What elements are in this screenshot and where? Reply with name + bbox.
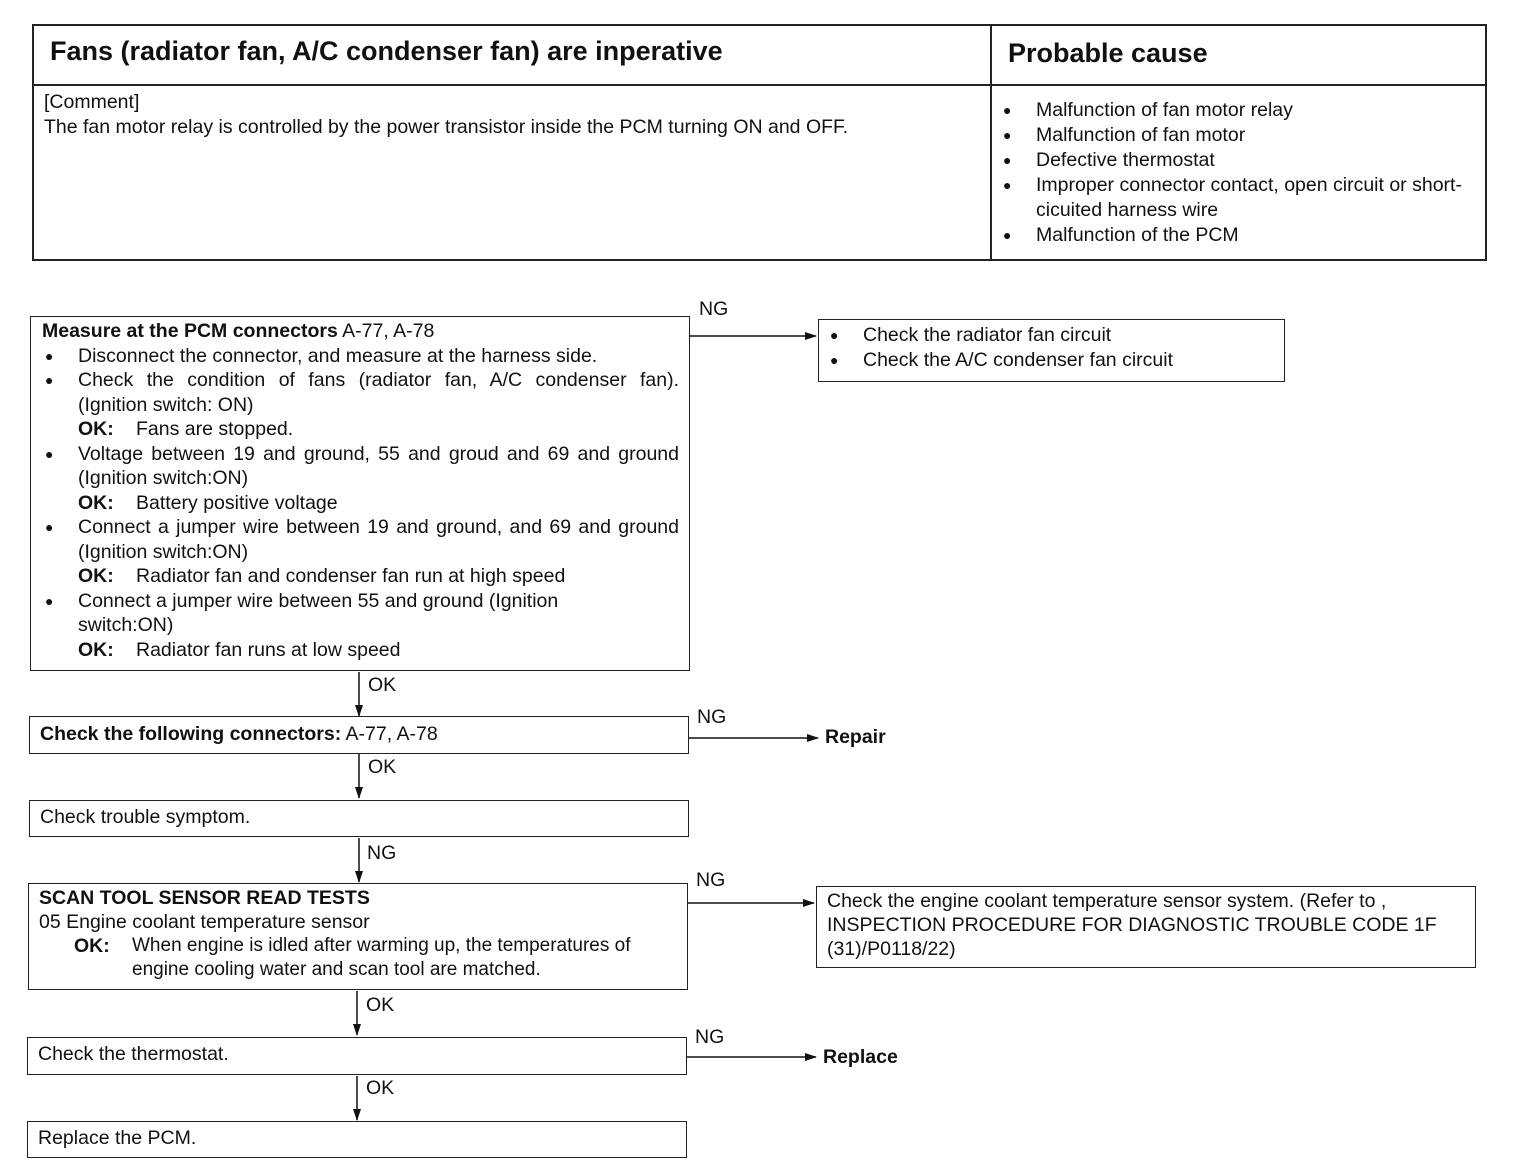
step4-title: SCAN TOOL SENSOR READ TESTS <box>39 887 370 909</box>
step2-title-rest: A-77, A-78 <box>345 723 438 745</box>
comment-label: [Comment] <box>44 91 140 113</box>
ok-label-5: OK <box>366 1077 395 1099</box>
ok-label-1: OK <box>368 674 397 696</box>
ng-label-3: NG <box>367 842 397 864</box>
step1-item: ● Connect a jumper wire between 19 and ground, and 69 and ground (Ignition switch:ON) OK: Radiator fan and condenser fan run at high speed <box>42 515 679 589</box>
step3-text: Check trouble symptom. <box>40 806 251 828</box>
ng-label-1: NG <box>699 298 729 320</box>
cause-item: ● Malfunction of fan motor <box>1000 123 1480 148</box>
cause-item: ● Malfunction of the PCM <box>1000 223 1480 248</box>
ng-result-item: ● Check the A/C condenser fan circuit <box>827 348 1276 373</box>
step1-title-bold: Measure at the PCM connectors <box>42 320 338 342</box>
step6-box <box>27 1121 687 1158</box>
cause-item: ● Defective thermostat <box>1000 148 1480 173</box>
step1-item: ● Disconnect the connector, and measure at the harness side. <box>42 344 679 369</box>
ng-result-item: ● Check the radiator fan circuit <box>827 323 1276 348</box>
step2-title-bold: Check the following connectors: <box>40 723 342 745</box>
step5-ng-result: Replace <box>823 1046 898 1068</box>
step4-line: 05 Engine coolant temperature sensor <box>39 911 370 933</box>
step1-title <box>42 319 679 344</box>
step5-box <box>27 1037 687 1075</box>
ng-label-2: NG <box>697 706 727 728</box>
ng-label-5: NG <box>695 1026 725 1048</box>
step1-list <box>42 344 679 663</box>
cause-item: ● Malfunction of fan motor relay <box>1000 98 1480 123</box>
step2-ng-result: Repair <box>825 726 886 748</box>
step1-item: ● Check the condition of fans (radiator fan, A/C condenser fan). (Ignition switch: ON) OK: Fans are stopped. <box>42 368 679 442</box>
step3-box <box>29 800 689 837</box>
step6-text: Replace the PCM. <box>38 1127 197 1149</box>
ok-label-2: OK <box>368 756 397 778</box>
step1-ng-result-box <box>818 319 1285 382</box>
step4-ng-result: Check the engine coolant temperature sensor system. (Refer to , INSPECTION PROCEDURE FOR DIAGNOSTIC TROUBLE CODE 1F (31)/P0118/22) <box>827 890 1437 960</box>
comment-text: The fan motor relay is controlled by the power transistor inside the PCM turning ON and OFF. <box>44 115 849 138</box>
cause-item: ● Improper connector contact, open circuit or short-cicuited harness wire <box>1000 173 1480 223</box>
page-title: Fans (radiator fan, A/C condenser fan) are inperative <box>50 36 723 66</box>
step4-box <box>28 883 688 990</box>
probable-cause-title: Probable cause <box>1008 38 1208 68</box>
step2-box <box>29 716 689 754</box>
step1-box <box>30 316 690 671</box>
ok-label-4: OK <box>366 994 395 1016</box>
step4-ng-result-box <box>816 886 1476 968</box>
step1-title-rest: A-77, A-78 <box>342 320 435 342</box>
step1-item: ● Voltage between 19 and ground, 55 and groud and 69 and ground (Ignition switch:ON) OK: Battery positive voltage <box>42 442 679 516</box>
ng-label-4: NG <box>696 869 726 891</box>
step4-ok: OK: When engine is idled after warming up, the temperatures of engine cooling water and scan tool are matched. <box>74 935 631 980</box>
step5-text: Check the thermostat. <box>38 1043 229 1065</box>
step1-item: ● Connect a jumper wire between 55 and ground (Ignition switch:ON) OK: Radiator fan runs at low speed <box>42 589 679 663</box>
